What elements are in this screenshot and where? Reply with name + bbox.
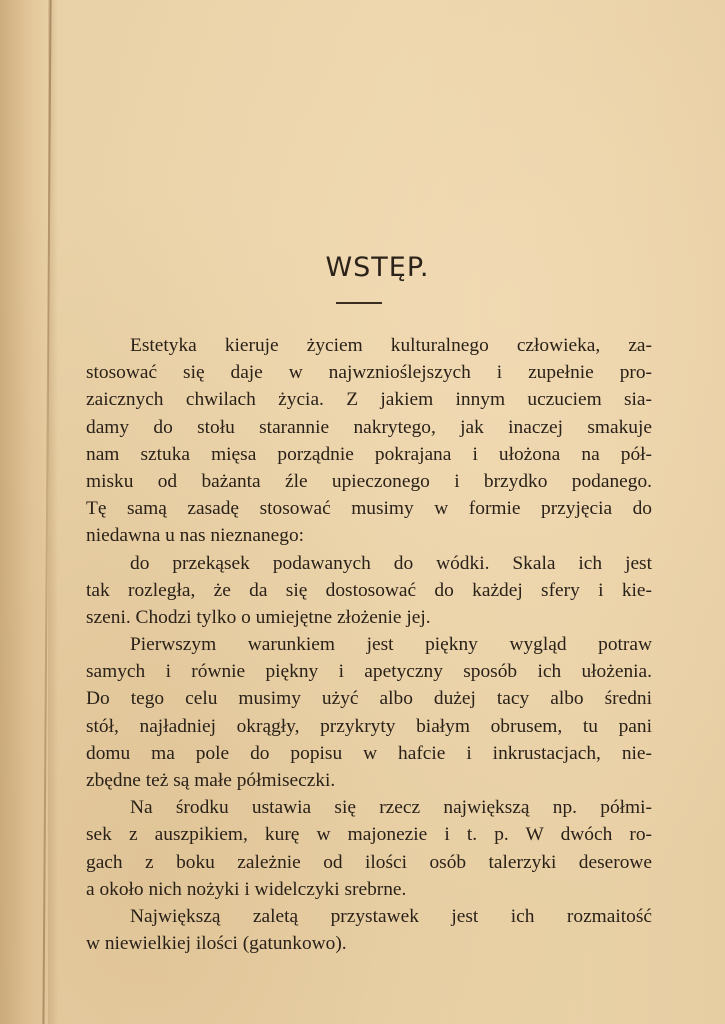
text-line: zbędne też są małe półmiseczki. <box>86 770 336 791</box>
text-line: Tę samą zasadę stosować musimy w formie przyjęcia do <box>86 498 652 520</box>
text-line: damy do stołu starannie nakrytego, jak inaczej smakuje <box>86 416 652 438</box>
chapter-title: WSTĘP. <box>325 252 430 283</box>
text-line: sek z auszpikiem, kurę w majonezie i t. p. W dwóch ro- <box>86 824 652 846</box>
text-line: w niewielkiej ilości (gatunkowo). <box>86 933 347 955</box>
text-line: domu ma pole do popisu w hafcie i inkrustacjach, nie- <box>86 742 652 764</box>
body-text <box>86 332 652 957</box>
text-line: tak rozległa, że da się dostosować do każdej sfery i kie- <box>86 579 652 601</box>
text-line: nam sztuka mięsa porządnie pokrajana i ułożona na pół- <box>86 443 652 465</box>
text-line: do przekąsek podawanych do wódki. Skala ich jest <box>130 552 652 574</box>
text-line: szeni. Chodzi tylko o umiejętne złożenie jej. <box>86 606 431 628</box>
text-line: stół, najładniej okrągły, przykryty białym obrusem, tu pani <box>86 715 652 737</box>
text-line: Na środku ustawia się rzecz największą np. półmi- <box>130 797 652 819</box>
text-line: Największą zaletą przystawek jest ich rozmaitość <box>130 905 652 927</box>
page-spine-shading <box>0 0 48 1024</box>
page-edge-shadow <box>48 0 58 1024</box>
title-rule <box>336 302 382 304</box>
text-line: Pierwszym warunkiem jest piękny wygląd potraw <box>130 634 652 656</box>
text-line: Do tego celu musimy użyć albo dużej tacy albo średni <box>86 688 652 710</box>
text-line: zaicznych chwilach życia. Z jakiem innym uczuciem sia- <box>86 389 652 411</box>
text-line: misku od bażanta źle upieczonego i brzydko podanego. <box>86 470 652 492</box>
text-line: niedawna u nas nieznanego: <box>86 525 305 547</box>
text-line: gach z boku zależnie od ilości osób talerzyki deserowe <box>86 851 652 873</box>
text-line: stosować się daje w najwznioślejszych i zupełnie pro- <box>86 362 652 384</box>
text-line: a około nich nożyki i widelczyki srebrne. <box>86 878 407 900</box>
text-line: samych i równie piękny i apetyczny sposób ich ułożenia. <box>86 661 652 683</box>
text-line: Estetyka kieruje życiem kulturalnego człowieka, za- <box>130 335 652 356</box>
